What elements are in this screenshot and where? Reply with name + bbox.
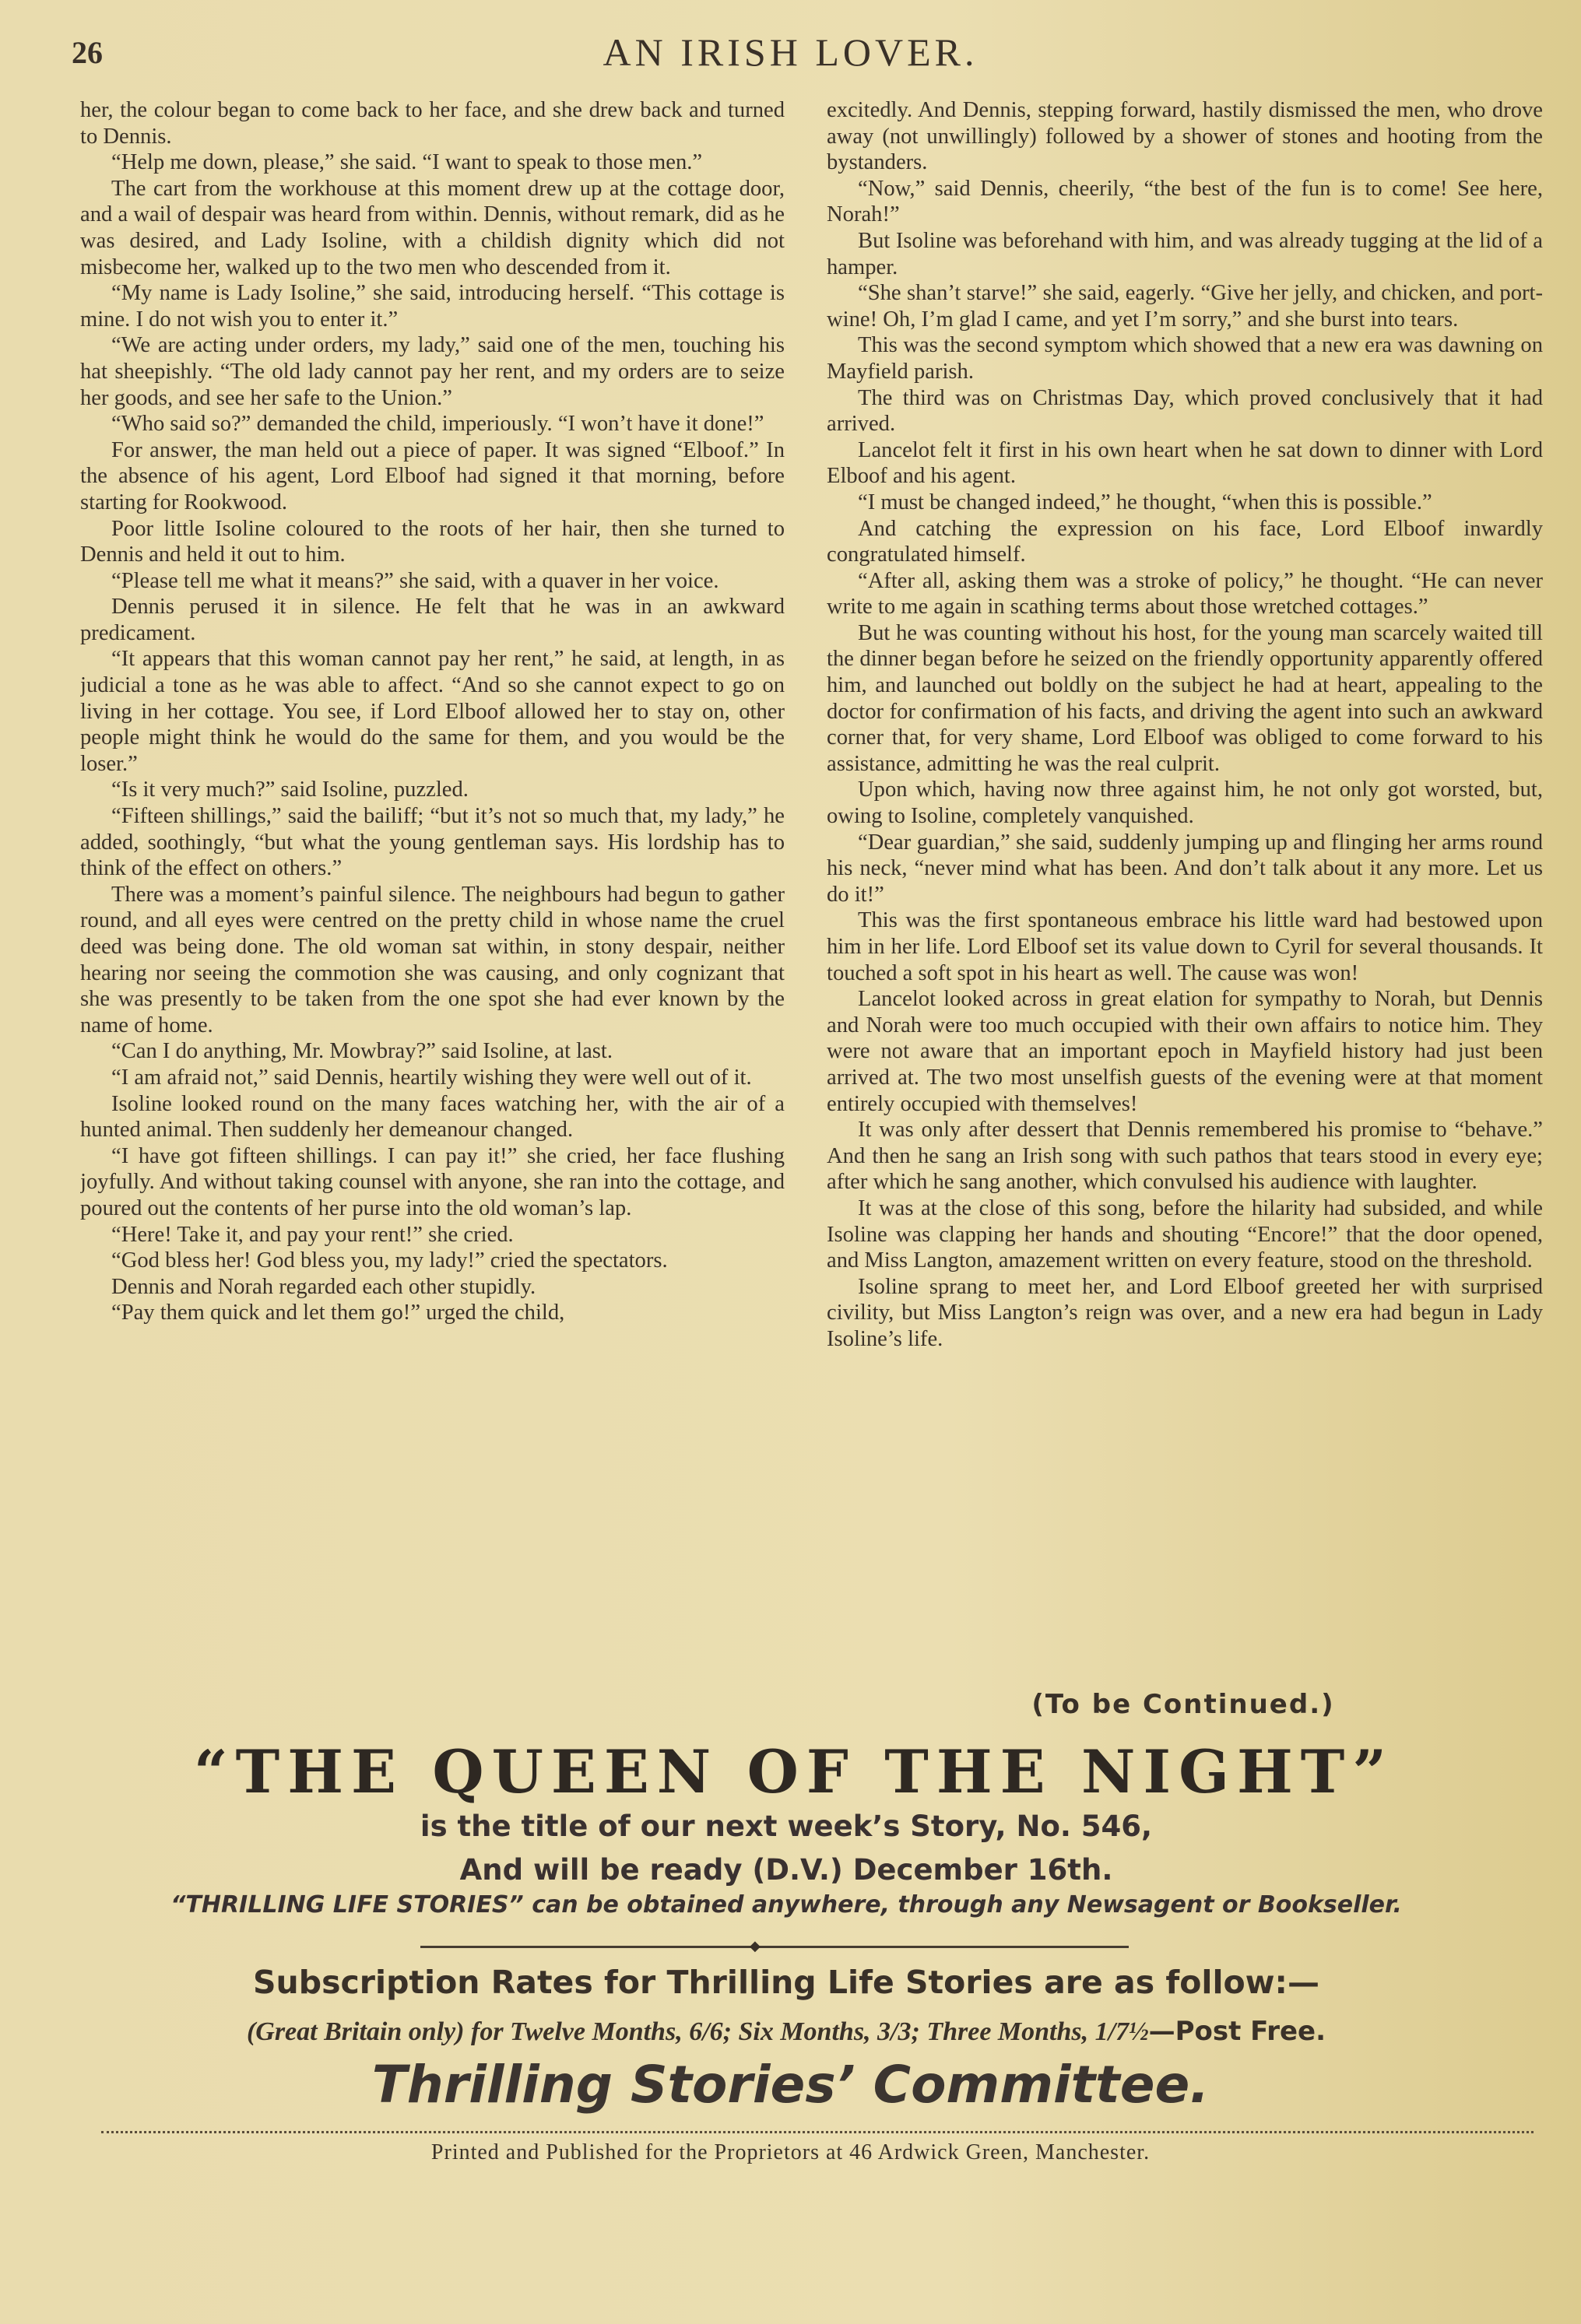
- paragraph: For answer, the man held out a piece of paper. It was signed “Elboof.” In the absence of his agent, Lord Elboof had signed it that morning, before starting for Rookwood.: [80, 437, 785, 514]
- subscription-rates: [47, 2016, 1526, 2047]
- to-be-continued: (To be Continued.): [1031, 1689, 1335, 1720]
- next-story-line-1: is the title of our next week’s Story, No. 546,: [420, 1810, 1153, 1843]
- divider-ornament: ◆: [750, 1938, 761, 1954]
- paragraph: Dennis perused it in silence. He felt that he was in an awkward predicament.: [80, 595, 785, 645]
- paragraph: Poor little Isoline coloured to the roots of her hair, then she turned to Dennis and held it out to him.: [80, 516, 785, 567]
- paragraph: “After all, asking them was a stroke of policy,” he thought. “He can never write to me again in scathing terms about those wretched cottages.”: [827, 568, 1543, 620]
- paragraph: “It appears that this woman cannot pay her rent,” he said, at length, in as judicial a tone as he was able to affect. “And so she cannot expect to go on living in her cottage. You see, if Lord Elboof allowed her to stay on, other people might think he would do the same for them, and you would be the loser.”: [80, 647, 785, 776]
- paragraph: And catching the expression on his face, Lord Elboof inwardly congratulated himself.: [827, 516, 1543, 567]
- page-header: [0, 30, 1581, 76]
- left-column: [80, 97, 785, 1716]
- paragraph: “Can I do anything, Mr. Mowbray?” said Isoline, at last.: [111, 1039, 613, 1064]
- paragraph: her, the colour began to come back to her face, and she drew back and turned to Dennis.: [80, 98, 785, 149]
- paragraph: “I must be changed indeed,” he thought, “when this is possible.”: [858, 490, 1432, 514]
- post-free-text: —Post Free.: [1148, 2016, 1326, 2047]
- paragraph: excitedly. And Dennis, stepping forward, hastily dismissed the men, who drove away (not unwillingly) followed by a shower of stones and hooting from the bystanders.: [827, 98, 1543, 175]
- paragraph: “Dear guardian,” she said, suddenly jumping up and flinging her arms round his neck, “never mind what has been. And don’t talk about it any more. Let us do it!”: [827, 830, 1543, 907]
- paragraph: The third was on Christmas Day, which proved conclusively that it had arrived.: [827, 385, 1543, 437]
- paragraph: “Is it very much?” said Isoline, puzzled.: [111, 778, 469, 802]
- next-story-line-3: “THRILLING LIFE STORIES” can be obtained anywhere, through any Newsagent or Bookseller.: [170, 1891, 1402, 1919]
- paragraph: “We are acting under orders, my lady,” said one of the men, touching his hat sheepishly. “The old lady cannot pay her rent, and my orders are to seize her goods, and see her safe to the Union.”: [80, 333, 785, 410]
- paragraph: “Pay them quick and let them go!” urged the child,: [111, 1301, 565, 1325]
- subscription-title: Subscription Rates for Thrilling Life Stories are as follow:—: [253, 1964, 1319, 2001]
- next-story-title: “THE QUEEN OF THE NIGHT”: [193, 1737, 1395, 1806]
- paragraph: But he was counting without his host, for the young man scarcely waited till the dinner began before he seized on the friendly opportunity apparently offered him, and launched out boldly on the subject he had at heart, appealing to the doctor for confirmation of his facts, and driving the agent into such an awkward corner that, for very shame, Lord Elboof was obliged to come forward to his assistance, admitting he was the real culprit.: [827, 620, 1543, 776]
- paragraph: Upon which, having now three against him, he not only got worsted, but, owing to Isoline, completely vanquished.: [827, 778, 1543, 829]
- paragraph: It was at the close of this song, before the hilarity had subsided, and while Isoline was clapping her hands and shouting “Encore!” that the door opened, and Miss Langton, amazement written on every feature, stood on the threshold.: [827, 1195, 1543, 1273]
- next-story-line-2: And will be ready (D.V.) December 16th.: [459, 1853, 1113, 1887]
- page-number: 26: [72, 35, 103, 70]
- paragraph: Isoline sprang to meet her, and Lord Elboof greeted her with surprised civility, but Miss Langton’s reign was over, and a new era had begun in Lady Isoline’s life.: [827, 1274, 1543, 1351]
- paragraph: Dennis and Norah regarded each other stupidly.: [111, 1274, 536, 1299]
- dotted-rule: [101, 2131, 1534, 2133]
- paragraph: The cart from the workhouse at this moment drew up at the cottage door, and a wail of despair was heard from within. Dennis, without remark, did as he was desired, and Lady Isoline, with a childish dignity which did not misbecome her, walked up to the two men who descended from it.: [80, 176, 785, 279]
- paragraph: “God bless her! God bless you, my lady!” cried the spectators.: [111, 1248, 668, 1273]
- paragraph: There was a moment’s painful silence. The neighbours had begun to gather round, and all eyes were centred on the pretty child in whose name the cruel deed was being done. The old woman sat within, in stony despair, neither hearing nor seeing the commotion she was causing, and only cognizant that she was presently to be taken from the one spot she had ever known by the name of home.: [80, 882, 785, 1037]
- subscription-rates-text: (Great Britain only) for Twelve Months, 6/6; Six Months, 3/3; Three Months, 1/7½: [246, 2017, 1149, 2046]
- paragraph: Lancelot felt it first in his own heart when he sat down to dinner with Lord Elboof and his agent.: [827, 437, 1543, 489]
- paragraph: “Who said so?” demanded the child, imperiously. “I won’t have it done!”: [111, 412, 764, 437]
- paragraph: “Now,” said Dennis, cheerily, “the best of the fun is to come! See here, Norah!”: [827, 176, 1543, 227]
- paragraph: “My name is Lady Isoline,” she said, introducing herself. “This cottage is mine. I do not wish you to enter it.”: [80, 281, 785, 332]
- paragraph: “She shan’t starve!” she said, eagerly. “Give her jelly, and chicken, and port-wine! Oh, I’m glad I came, and yet I’m sorry,” and she burst into tears.: [827, 281, 1543, 332]
- paragraph: “Please tell me what it means?” she said, with a quaver in her voice.: [111, 568, 719, 593]
- divider-rule: [420, 1946, 1129, 1948]
- committee-signature: Thrilling Stories’ Committee.: [371, 2055, 1210, 2115]
- paragraph: “Fifteen shillings,” said the bailiff; “but it’s not so much that, my lady,” he added, soothingly, “but what the young gentleman says. His lordship has to think of the effect on others.”: [80, 804, 785, 881]
- paragraph: “Help me down, please,” she said. “I want to speak to those men.”: [111, 150, 703, 175]
- imprint: Printed and Published for the Proprietors at 46 Ardwick Green, Manchester.: [430, 2140, 1151, 2164]
- paragraph: Lancelot looked across in great elation for sympathy to Norah, but Dennis and Norah were too much occupied with their own affairs to notice him. They were not aware that an important epoch in Mayfield history had just been arrived at. The two most unselfish guests of the evening were at that moment entirely occupied with themselves!: [827, 987, 1543, 1116]
- paragraph: This was the second symptom which showed that a new era was dawning on Mayfield parish.: [827, 333, 1543, 384]
- right-column: [827, 97, 1543, 1716]
- paragraph: “I have got fifteen shillings. I can pay it!” she cried, her face flushing joyfully. And without taking counsel with anyone, she ran into the cottage, and poured out the contents of her purse into the old woman’s lap.: [80, 1143, 785, 1220]
- running-title: AN IRISH LOVER.: [603, 30, 978, 74]
- paragraph: “Here! Take it, and pay your rent!” she cried.: [111, 1222, 514, 1247]
- paragraph: It was only after dessert that Dennis remembered his promise to “behave.” And then he sang an Irish song with such pathos that tears stood in every eye; after which he sang another, which convulsed his audience with laughter.: [827, 1118, 1543, 1195]
- paragraph: This was the first spontaneous embrace his little ward had bestowed upon him in her life. Lord Elboof set its value down to Cyril for several thousands. It touched a soft spot in his heart as well. The cause was won!: [827, 908, 1543, 985]
- paragraph: Isoline looked round on the many faces watching her, with the air of a hunted animal. Then suddenly her demeanour changed.: [80, 1091, 785, 1143]
- paragraph: But Isoline was beforehand with him, and was already tugging at the lid of a hamper.: [827, 228, 1543, 279]
- paragraph: “I am afraid not,” said Dennis, heartily wishing they were well out of it.: [111, 1065, 752, 1090]
